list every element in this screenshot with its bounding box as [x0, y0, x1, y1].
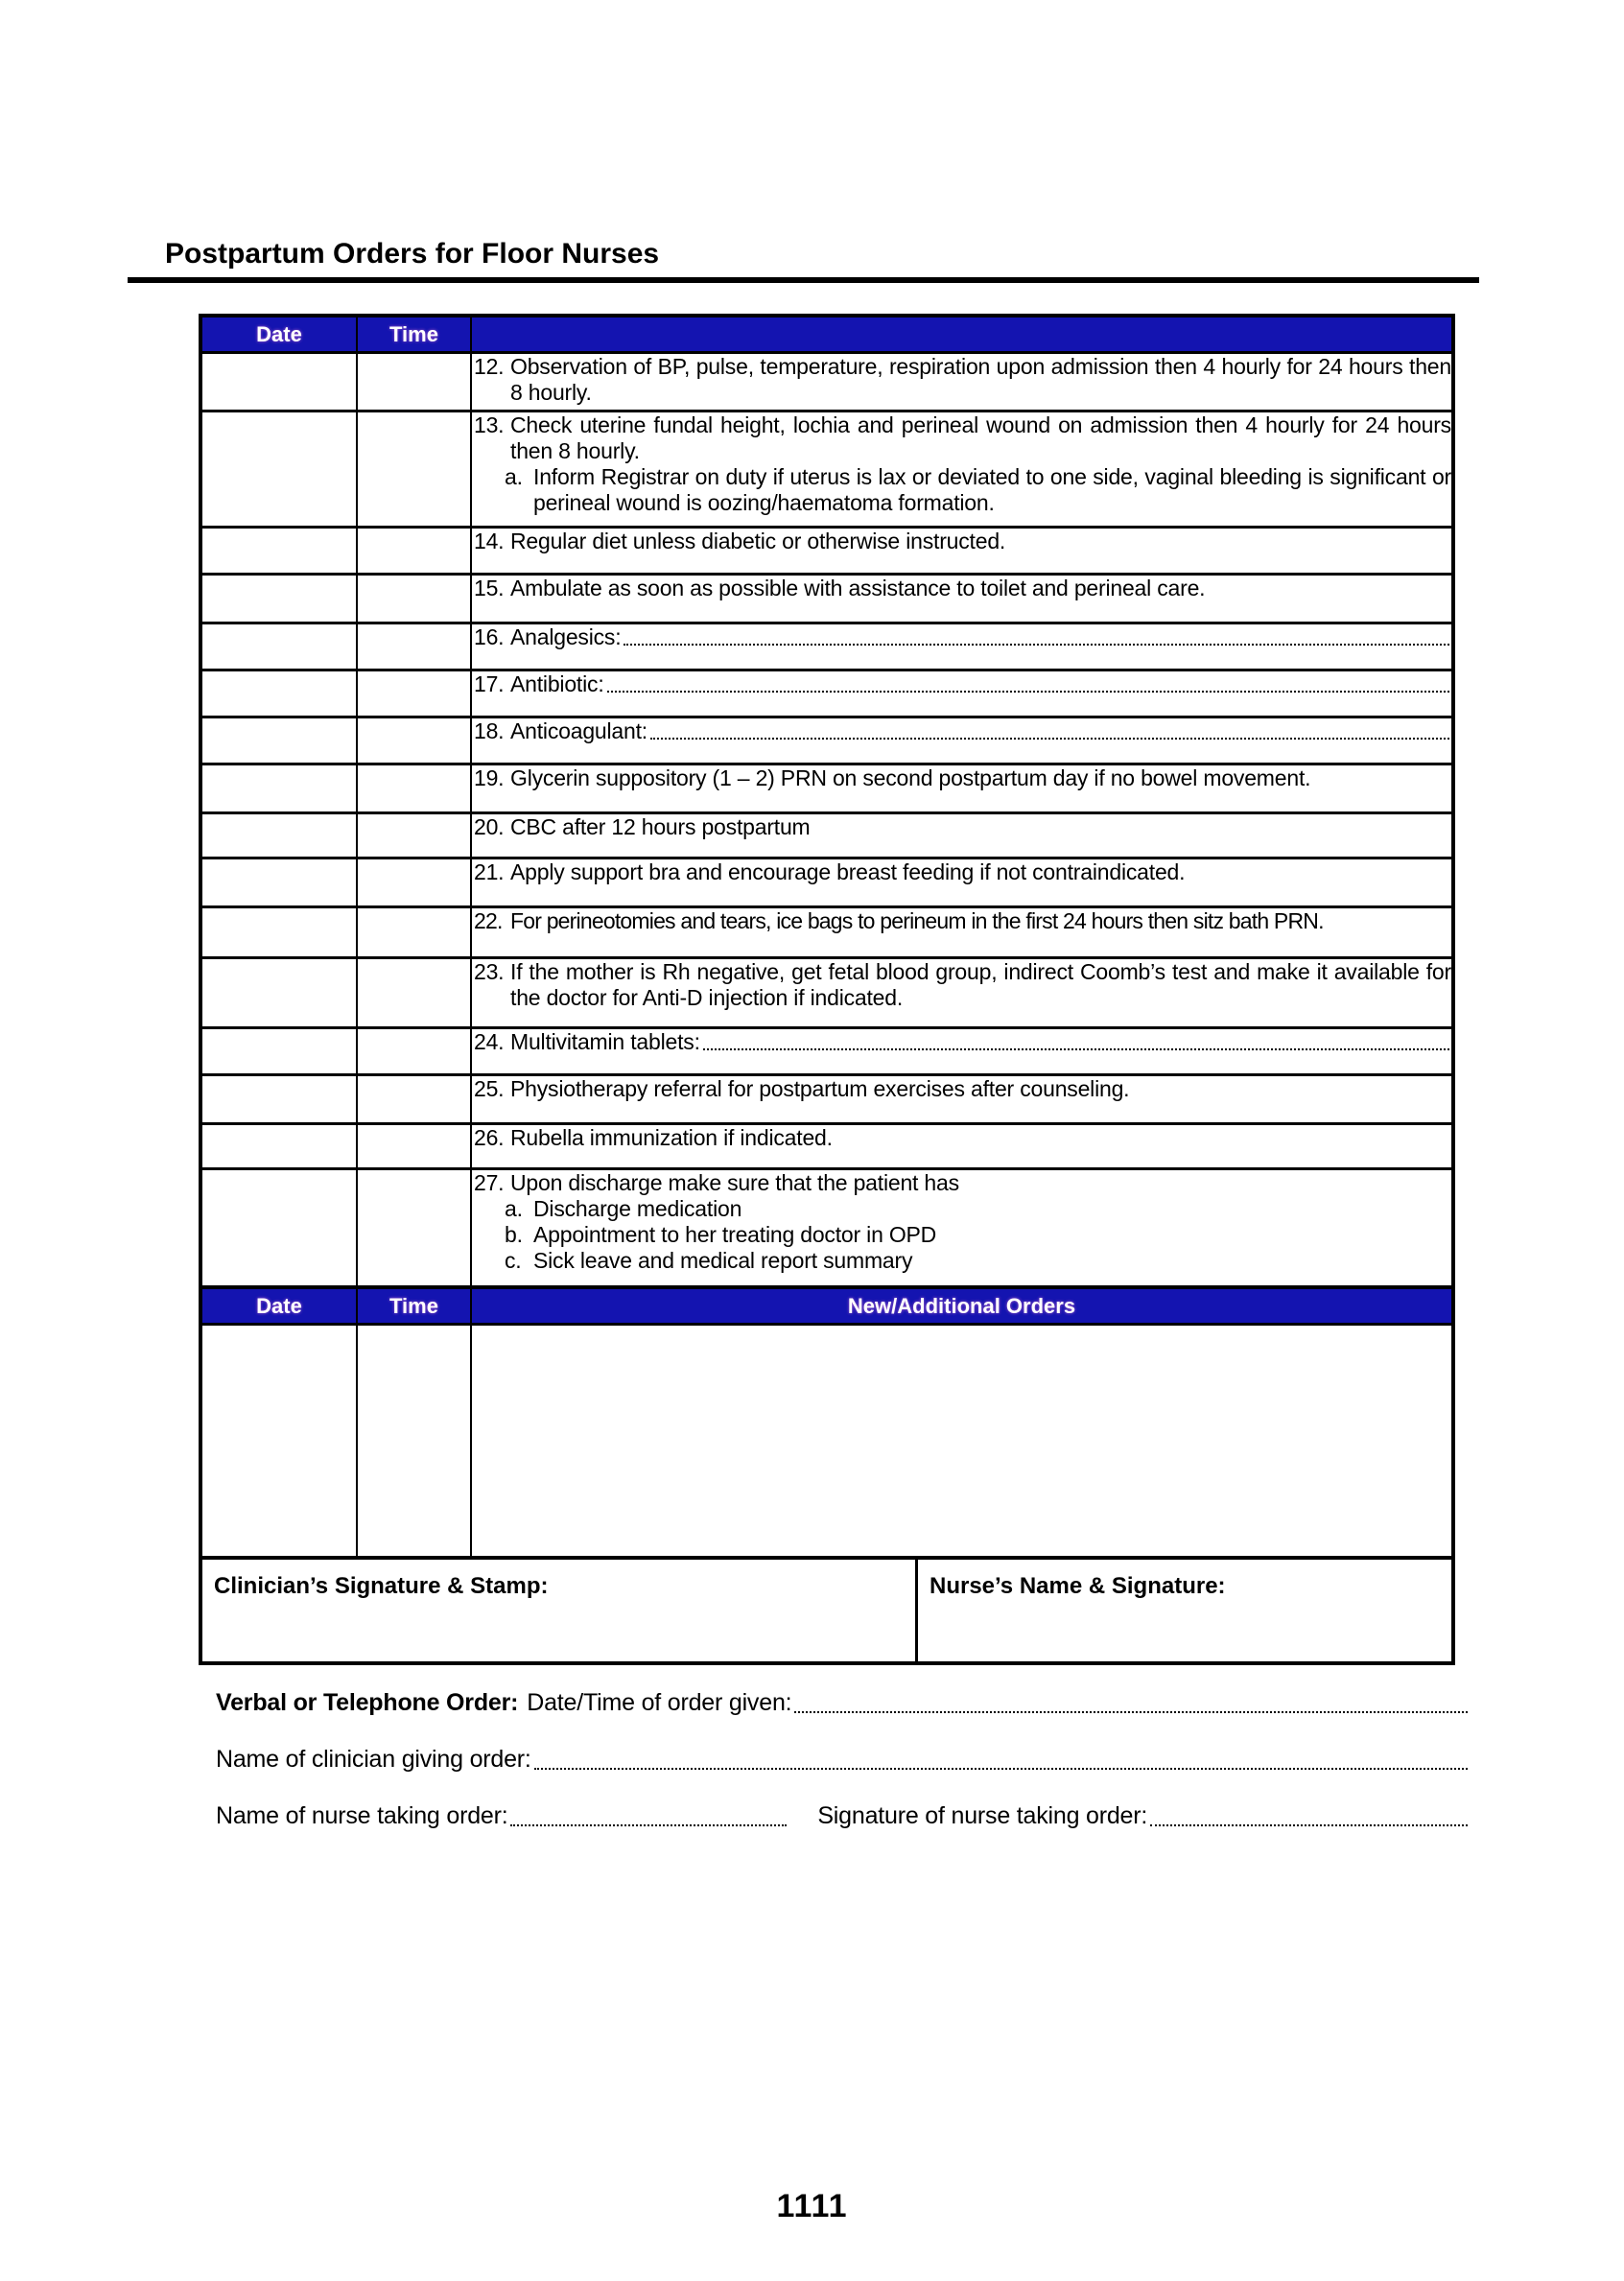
- page-title: Postpartum Orders for Floor Nurses: [165, 238, 660, 270]
- order-cell: [471, 353, 1453, 412]
- order-text: [472, 859, 1451, 885]
- signature-row: [200, 1558, 1453, 1663]
- dotted-fill-line[interactable]: [794, 1711, 1468, 1713]
- time-cell[interactable]: [357, 575, 471, 623]
- order-text: [472, 908, 1451, 934]
- subitem-marker: a.: [505, 464, 523, 489]
- order-text: [472, 412, 1451, 464]
- order-number: 24.: [474, 1029, 505, 1054]
- time-cell[interactable]: [357, 412, 471, 528]
- dotted-fill-line[interactable]: [650, 738, 1449, 740]
- date-cell[interactable]: [200, 764, 357, 813]
- dotted-fill-line[interactable]: [1150, 1824, 1468, 1826]
- order-number: 13.: [474, 412, 505, 437]
- order-row-22: [200, 907, 1453, 958]
- order-cell: [471, 1124, 1453, 1169]
- order-row-23: [200, 958, 1453, 1028]
- order-cell: [471, 813, 1453, 858]
- order-row-21: [200, 858, 1453, 907]
- time-cell[interactable]: [357, 623, 471, 670]
- order-text: [472, 1170, 1451, 1196]
- date-cell[interactable]: [200, 1124, 357, 1169]
- order-row-15: [200, 575, 1453, 623]
- order-number: 17.: [474, 671, 505, 696]
- time-cell[interactable]: [357, 813, 471, 858]
- order-body: Apply support bra and encourage breast feeding if not contraindicated.: [510, 859, 1186, 884]
- order-row-25: [200, 1075, 1453, 1124]
- signature-row-holder: [200, 1558, 1453, 1663]
- time-cell[interactable]: [357, 858, 471, 907]
- dotted-fill-line[interactable]: [703, 1048, 1449, 1050]
- order-cell: [471, 717, 1453, 764]
- table-header-row: [200, 316, 1453, 353]
- order-body: Upon discharge make sure that the patient has: [510, 1170, 959, 1195]
- order-cell: [471, 623, 1453, 670]
- order-row-12: [200, 353, 1453, 412]
- order-body: Ambulate as soon as possible with assistance to toilet and perineal care.: [510, 576, 1206, 600]
- subitem-body: Appointment to her treating doctor in OPD: [533, 1222, 937, 1247]
- dotted-fill-line[interactable]: [607, 691, 1449, 693]
- order-text: [472, 671, 1451, 697]
- blank-additional-orders-row: [200, 1325, 1453, 1559]
- order-text: [472, 959, 1451, 1011]
- subitem-body: Inform Registrar on duty if uterus is lax or deviated to one side, vaginal bleeding is significant or perineal wound is oozing/haematoma formation.: [533, 464, 1451, 515]
- order-text: [472, 354, 1451, 406]
- order-number: 25.: [474, 1076, 505, 1101]
- order-cell: [471, 858, 1453, 907]
- order-text: [472, 1076, 1451, 1102]
- order-body: If the mother is Rh negative, get fetal blood group, indirect Coomb’s test and make it available for the doctor for Anti-D injection if indicated.: [510, 959, 1451, 1010]
- time-cell[interactable]: [357, 353, 471, 412]
- order-cell: [471, 907, 1453, 958]
- time-cell[interactable]: [357, 907, 471, 958]
- subitem-marker: a.: [505, 1196, 523, 1221]
- subitem-marker: b.: [505, 1222, 523, 1247]
- order-body: Regular diet unless diabetic or otherwise instructed.: [510, 529, 1006, 553]
- orders-column-header: [471, 316, 1453, 353]
- time-cell[interactable]: [357, 1325, 471, 1559]
- time-cell[interactable]: [357, 717, 471, 764]
- nurse-signature-area[interactable]: [918, 1560, 1451, 1661]
- order-cell: [471, 1169, 1453, 1288]
- order-row-20: [200, 813, 1453, 858]
- order-body: Anticoagulant:: [510, 718, 647, 743]
- additional-orders-header-row: [200, 1287, 1453, 1325]
- dotted-fill-line[interactable]: [624, 644, 1449, 646]
- order-row-19: [200, 764, 1453, 813]
- date-cell[interactable]: [200, 813, 357, 858]
- date-cell[interactable]: [200, 412, 357, 528]
- dotted-fill-line[interactable]: [534, 1768, 1468, 1770]
- time-cell[interactable]: [357, 1028, 471, 1075]
- order-body: Check uterine fundal height, lochia and perineal wound on admission then 4 hourly for 24 hours then 8 hourly.: [510, 412, 1451, 463]
- time-column-header: Time: [357, 1287, 471, 1325]
- order-number: 14.: [474, 529, 505, 553]
- date-cell[interactable]: [200, 623, 357, 670]
- order-cell: [471, 1028, 1453, 1075]
- order-cell: [471, 764, 1453, 813]
- order-number: 12.: [474, 354, 505, 379]
- order-text: [472, 624, 1451, 650]
- clinician-signature-area[interactable]: [202, 1560, 918, 1661]
- order-subitem: [472, 464, 1451, 516]
- time-cell[interactable]: [357, 1169, 471, 1288]
- order-row-17: [200, 670, 1453, 717]
- order-number: 27.: [474, 1170, 505, 1195]
- additional-orders-blank-area[interactable]: [471, 1325, 1453, 1559]
- order-row-16: [200, 623, 1453, 670]
- order-body: For perineotomies and tears, ice bags to perineum in the first 24 hours then sitz bath PRN.: [510, 908, 1324, 933]
- new-additional-orders-header: New/Additional Orders: [471, 1287, 1453, 1325]
- time-column-header: Time: [357, 316, 471, 353]
- order-number: 15.: [474, 576, 505, 600]
- order-subitem: [472, 1196, 1451, 1222]
- order-body: CBC after 12 hours postpartum: [510, 814, 811, 839]
- nurse-taking-order-line: [216, 1799, 1470, 1830]
- date-cell[interactable]: [200, 958, 357, 1028]
- order-row-13: [200, 412, 1453, 528]
- nurse-signature-label: Nurse’s Name & Signature:: [930, 1573, 1226, 1599]
- order-cell: [471, 412, 1453, 528]
- time-cell[interactable]: [357, 528, 471, 575]
- time-cell[interactable]: [357, 958, 471, 1028]
- order-number: 20.: [474, 814, 505, 839]
- order-number: 16.: [474, 624, 505, 649]
- order-text: [472, 765, 1451, 791]
- date-cell[interactable]: [200, 858, 357, 907]
- order-body: Multivitamin tablets:: [510, 1029, 700, 1054]
- order-row-14: [200, 528, 1453, 575]
- subitem-body: Discharge medication: [533, 1196, 742, 1221]
- order-text: [472, 814, 1451, 840]
- order-row-18: [200, 717, 1453, 764]
- date-cell[interactable]: [200, 717, 357, 764]
- date-cell[interactable]: [200, 670, 357, 717]
- order-row-24: [200, 1028, 1453, 1075]
- dotted-fill-line[interactable]: [510, 1824, 787, 1826]
- date-column-header: Date: [200, 1287, 357, 1325]
- subitem-body: Sick leave and medical report summary: [533, 1248, 913, 1273]
- date-cell[interactable]: [200, 907, 357, 958]
- order-number: 21.: [474, 859, 505, 884]
- order-cell: [471, 528, 1453, 575]
- order-text: [472, 576, 1451, 601]
- order-number: 22.: [474, 908, 503, 933]
- verbal-order-line: [216, 1686, 1470, 1717]
- clinician-giving-order-line: [216, 1743, 1470, 1774]
- date-column-header: Date: [200, 316, 357, 353]
- order-subitem: [472, 1248, 1451, 1274]
- verbal-order-title: Verbal or Telephone Order:: [216, 1689, 519, 1716]
- clinician-signature-label: Clinician’s Signature & Stamp:: [214, 1573, 549, 1599]
- signature-block: [202, 1560, 1451, 1661]
- date-cell[interactable]: [200, 1028, 357, 1075]
- order-text: [472, 718, 1451, 744]
- order-number: 26.: [474, 1125, 505, 1150]
- order-body: Analgesics:: [510, 624, 622, 649]
- order-subitem: [472, 1222, 1451, 1248]
- time-cell[interactable]: [357, 764, 471, 813]
- order-cell: [471, 575, 1453, 623]
- time-cell[interactable]: [357, 1075, 471, 1124]
- date-cell[interactable]: [200, 1169, 357, 1288]
- order-text: [472, 1125, 1451, 1151]
- datetime-of-order-label: Date/Time of order given:: [527, 1689, 792, 1716]
- date-cell[interactable]: [200, 1075, 357, 1124]
- order-row-27: [200, 1169, 1453, 1288]
- order-cell: [471, 958, 1453, 1028]
- order-row-26: [200, 1124, 1453, 1169]
- order-number: 23.: [474, 959, 505, 984]
- order-cell: [471, 1075, 1453, 1124]
- order-body: Physiotherapy referral for postpartum exercises after counseling.: [510, 1076, 1130, 1101]
- order-body: Antibiotic:: [510, 671, 604, 696]
- order-cell: [471, 670, 1453, 717]
- postpartum-orders-table: [199, 314, 1455, 1665]
- clinician-giving-order-label: Name of clinician giving order:: [216, 1746, 531, 1773]
- subitem-marker: c.: [505, 1248, 522, 1273]
- nurse-taking-order-signature-label: Signature of nurse taking order:: [817, 1802, 1148, 1829]
- title-underline: [128, 277, 1479, 283]
- order-text: [472, 1029, 1451, 1055]
- date-cell[interactable]: [200, 528, 357, 575]
- order-body: Glycerin suppository (1 – 2) PRN on second postpartum day if no bowel movement.: [510, 765, 1311, 790]
- date-cell[interactable]: [200, 353, 357, 412]
- time-cell[interactable]: [357, 1124, 471, 1169]
- nurse-taking-order-label: Name of nurse taking order:: [216, 1802, 508, 1829]
- date-cell[interactable]: [200, 1325, 357, 1559]
- time-cell[interactable]: [357, 670, 471, 717]
- order-text: [472, 529, 1451, 554]
- order-body: Rubella immunization if indicated.: [510, 1125, 833, 1150]
- order-number: 18.: [474, 718, 505, 743]
- order-number: 19.: [474, 765, 505, 790]
- order-body: Observation of BP, pulse, temperature, respiration upon admission then 4 hourly for 24 hours then 8 hourly.: [510, 354, 1451, 405]
- page-number: 1111: [776, 2188, 848, 2224]
- date-cell[interactable]: [200, 575, 357, 623]
